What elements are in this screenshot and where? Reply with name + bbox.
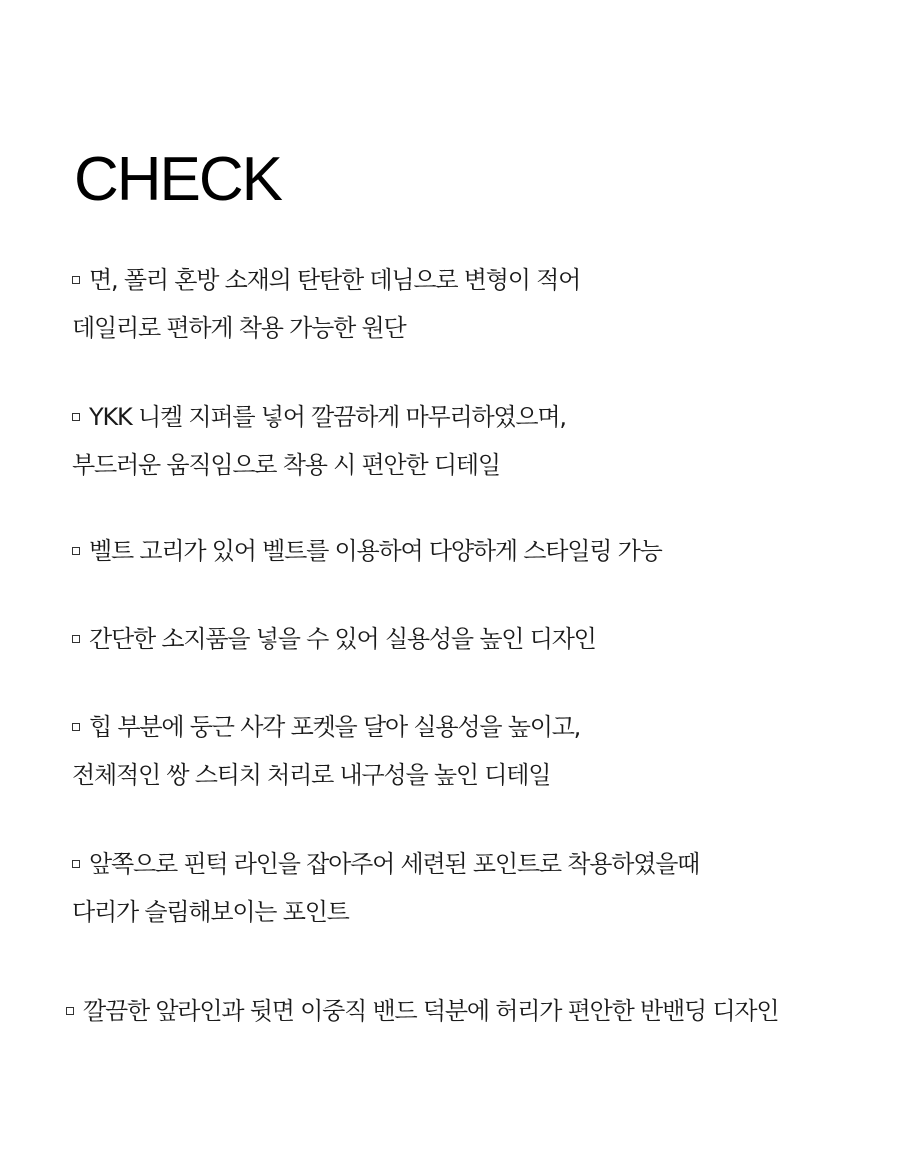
feature-item-pocket [72, 615, 596, 663]
feature-item-zipper [72, 393, 566, 489]
feature-line: 부드러운 움직임으로 착용 시 편안한 디테일 [72, 451, 500, 479]
feature-line [66, 987, 778, 1035]
feature-item-hip-pocket [72, 703, 580, 799]
square-bullet-icon [72, 723, 80, 731]
feature-text: 힙 부분에 둥근 사각 포켓을 달아 실용성을 높이고, [89, 713, 581, 741]
feature-text: 깔끔한 앞라인과 뒷면 이중직 밴드 덕분에 허리가 편안한 반밴딩 디자인 [83, 997, 779, 1025]
feature-text: YKK 니켈 지퍼를 넣어 깔끔하게 마무리하였으며, [89, 403, 566, 431]
feature-line [72, 615, 596, 663]
feature-line [72, 527, 662, 575]
page-title: CHECK [74, 145, 282, 214]
feature-line: 다리가 슬림해보이는 포인트 [72, 898, 349, 926]
square-bullet-icon [72, 276, 80, 284]
feature-text: 벨트 고리가 있어 벨트를 이용하여 다양하게 스타일링 가능 [89, 537, 662, 565]
feature-text: 간단한 소지품을 넣을 수 있어 실용성을 높인 디자인 [89, 625, 596, 653]
square-bullet-icon [72, 413, 80, 421]
feature-line [72, 256, 580, 304]
square-bullet-icon [72, 635, 80, 643]
feature-item-pintuck [72, 840, 699, 936]
square-bullet-icon [72, 547, 80, 555]
feature-text: 면, 폴리 혼방 소재의 탄탄한 데님으로 변형이 적어 [89, 266, 581, 294]
feature-line [72, 840, 699, 888]
feature-text: 앞쪽으로 핀턱 라인을 잡아주어 세련된 포인트로 착용하였을때 [89, 850, 700, 878]
feature-item-fabric [72, 256, 580, 352]
square-bullet-icon [72, 860, 80, 868]
feature-line [72, 393, 566, 441]
square-bullet-icon [66, 1007, 74, 1015]
feature-item-belt-loop [72, 527, 662, 575]
feature-line: 데일리로 편하게 착용 가능한 원단 [72, 314, 406, 342]
feature-item-band [66, 987, 778, 1035]
feature-line: 전체적인 쌍 스티치 처리로 내구성을 높인 디테일 [72, 761, 551, 789]
feature-line [72, 703, 580, 751]
